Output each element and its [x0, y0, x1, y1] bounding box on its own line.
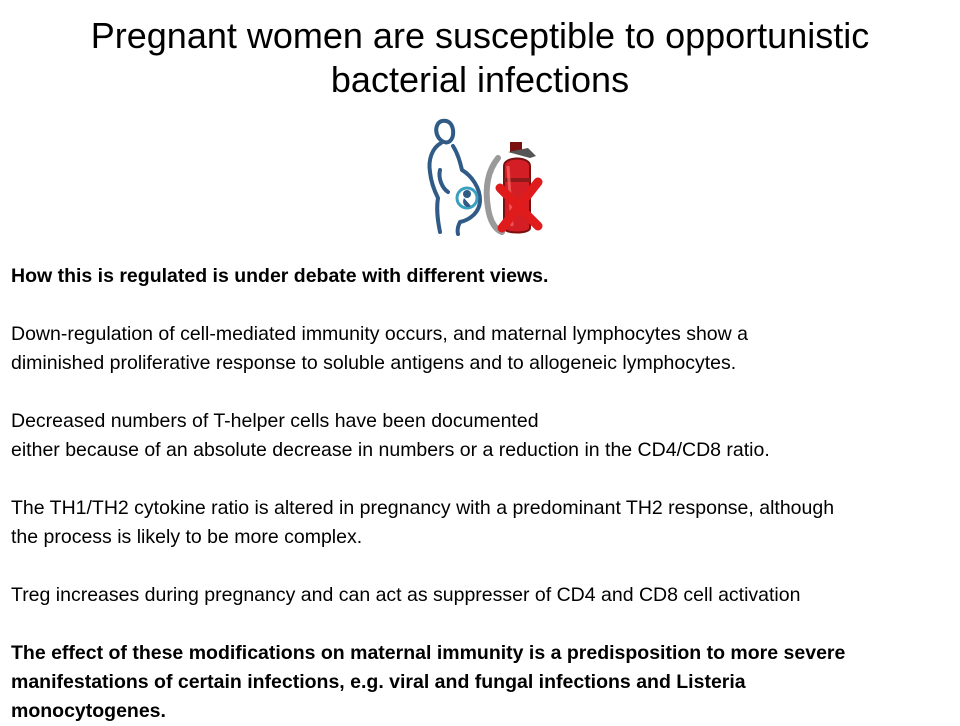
slide-title [0, 14, 960, 102]
paragraph-debate [11, 262, 951, 291]
text-line: How this is regulated is under debate with different views. [11, 265, 549, 287]
text-line: either because of an absolute decrease in numbers or a reduction in the CD4/CD8 ratio. [11, 439, 770, 461]
paragraph-conclusion [11, 639, 951, 726]
title-line-1: Pregnant women are susceptible to opportunistic [90, 15, 870, 56]
paragraph-cytokine [11, 494, 951, 552]
illustration-svg [420, 118, 550, 236]
text-line: monocytogenes. [11, 700, 166, 722]
text-line: The TH1/TH2 cytokine ratio is altered in pregnancy with a predominant TH2 response, although [11, 497, 835, 519]
title-line-2: bacterial infections [330, 59, 630, 100]
text-line: the process is likely to be more complex. [11, 526, 363, 548]
illustration [420, 118, 550, 236]
text-line: diminished proliferative response to soluble antigens and to allogeneic lymphocytes. [11, 352, 737, 374]
slide-body [11, 262, 951, 726]
text-line: The effect of these modifications on maternal immunity is a predisposition to more severe [11, 642, 846, 664]
text-line: Treg increases during pregnancy and can act as suppresser of CD4 and CD8 cell activation [11, 584, 801, 606]
paragraph-t-helper [11, 407, 951, 465]
text-line: manifestations of certain infections, e.g. viral and fungal infections and Listeria [11, 671, 746, 693]
baby-icon [457, 188, 477, 208]
text-line: Decreased numbers of T-helper cells have been documented [11, 410, 539, 432]
paragraph-treg [11, 581, 951, 610]
paragraph-cell-mediated [11, 320, 951, 378]
text-line: Down-regulation of cell-mediated immunity occurs, and maternal lymphocytes show a [11, 323, 748, 345]
pregnant-woman-icon [429, 121, 480, 234]
